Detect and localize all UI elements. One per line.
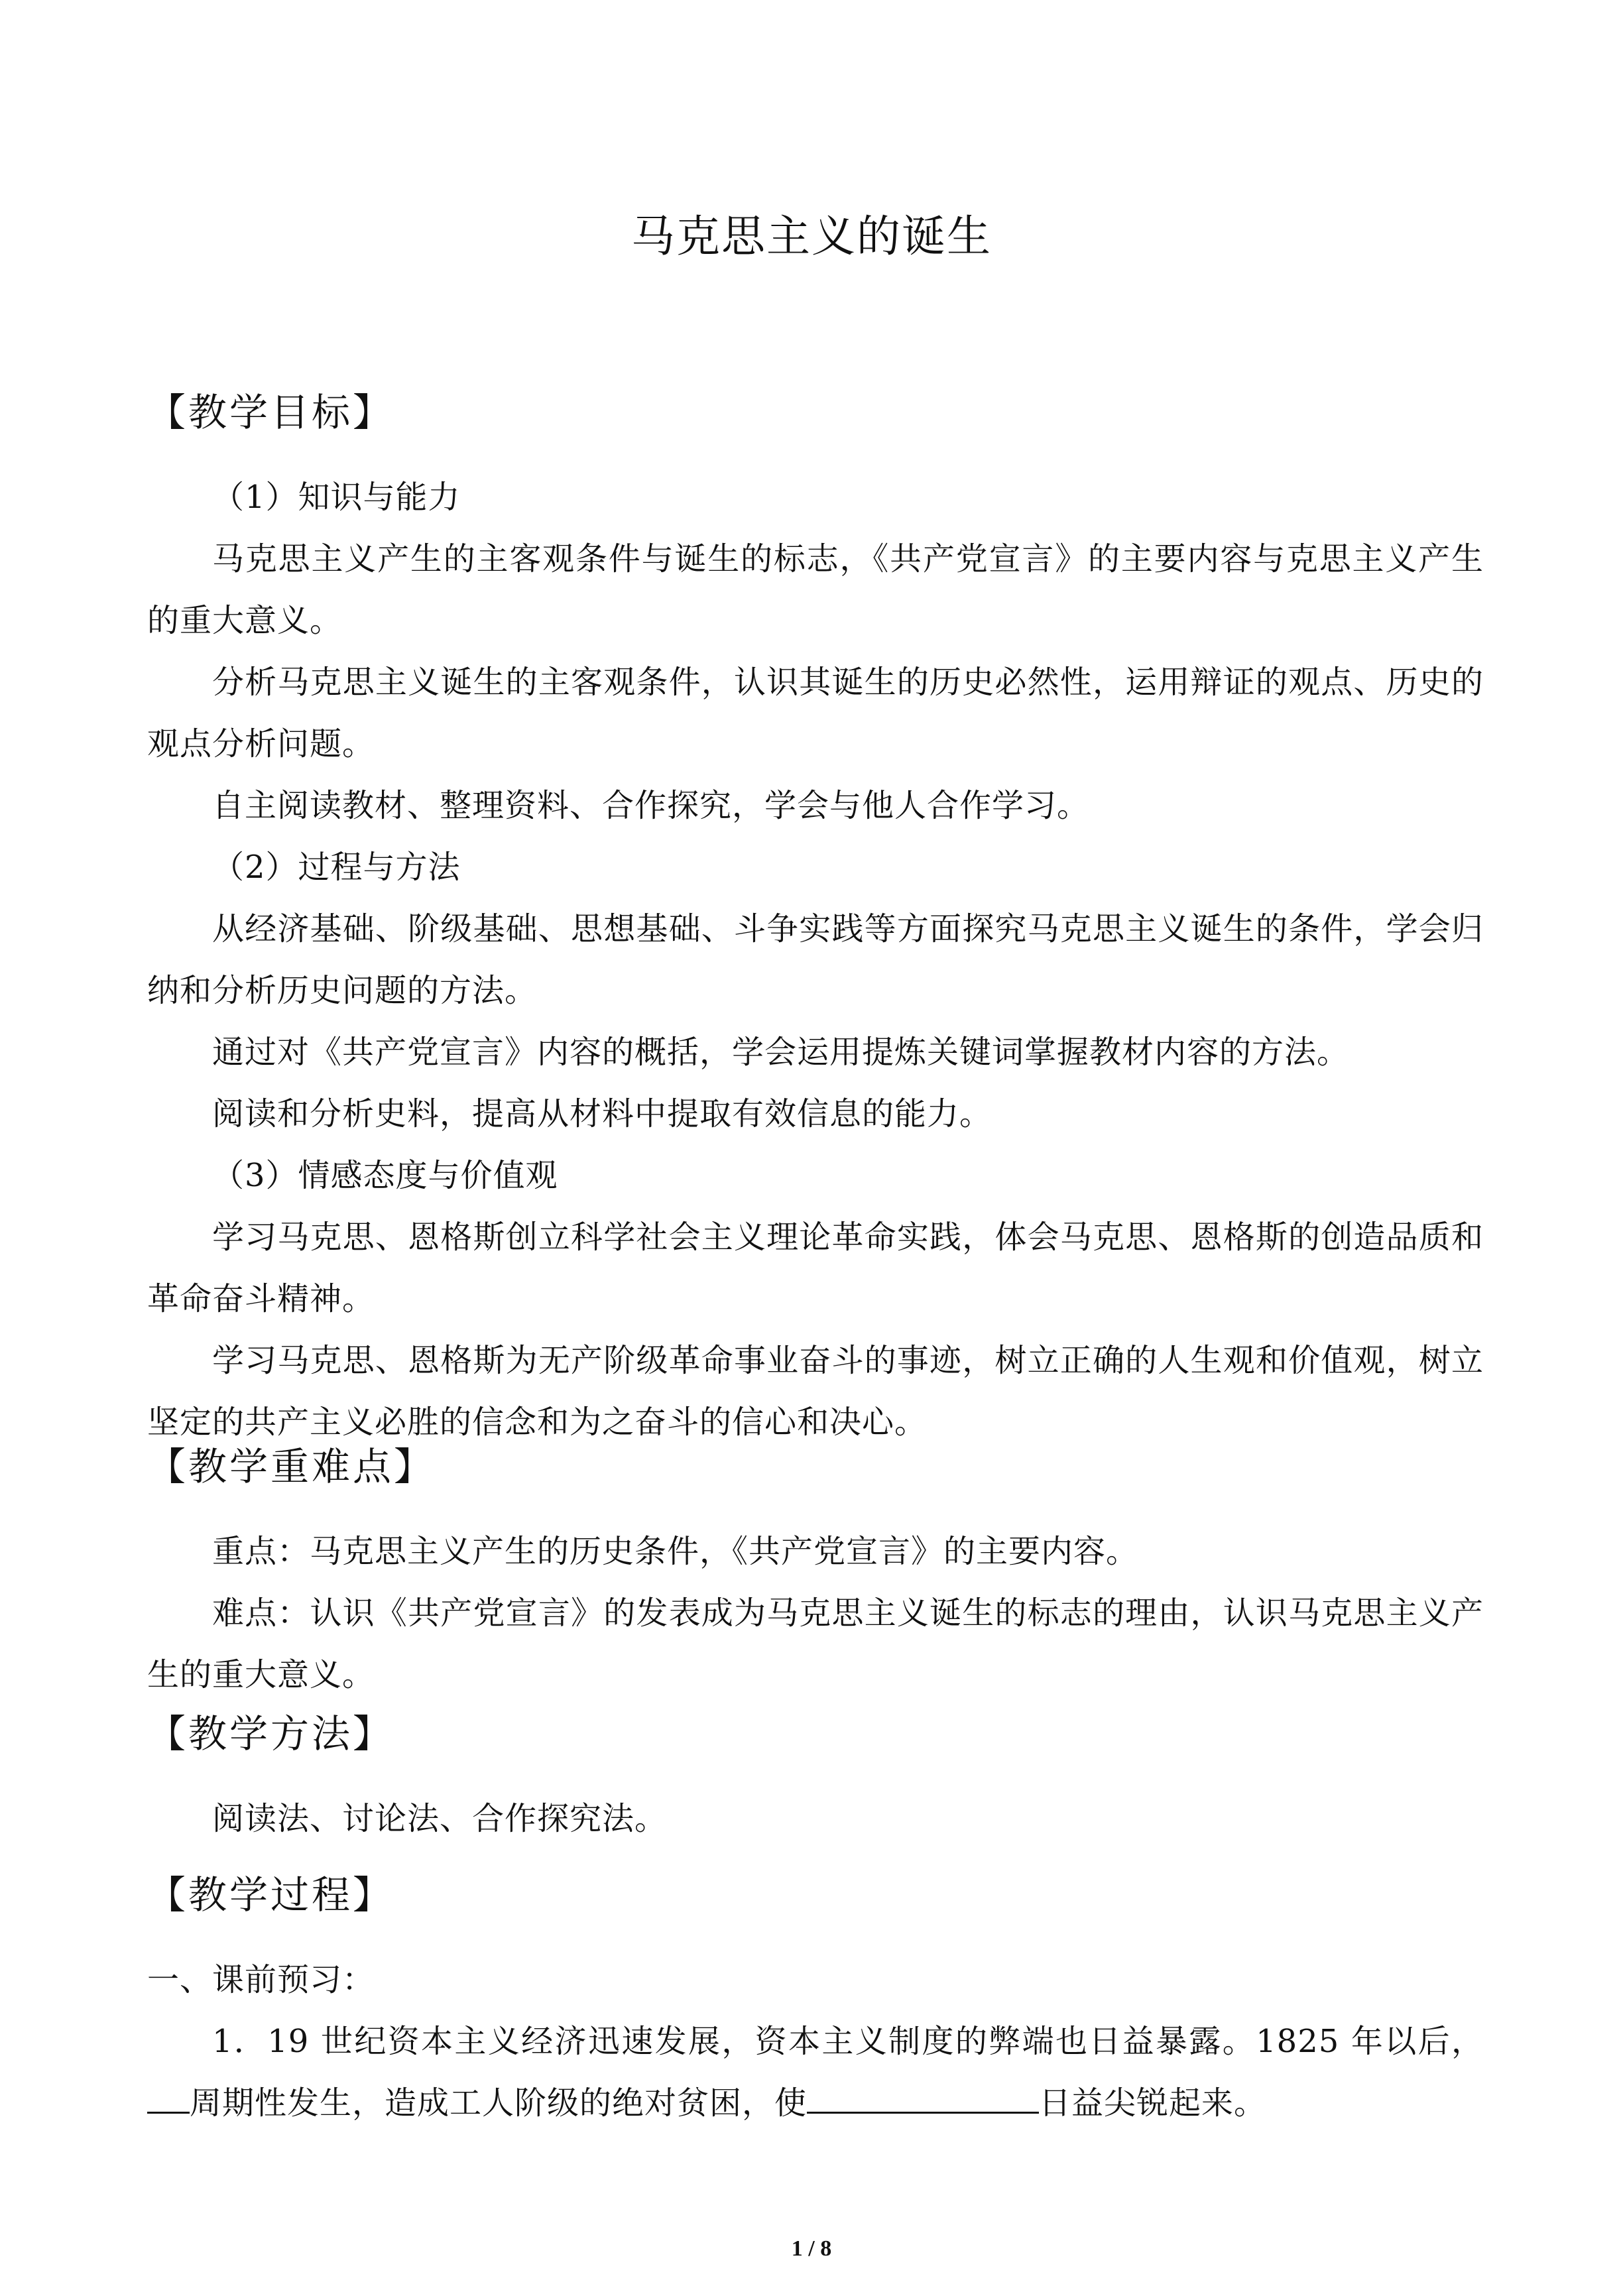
objective-paragraph-1: 马克思主义产生的主客观条件与诞生的标志，《共产党宣言》的主要内容与克思主义产生的重大意义。 bbox=[147, 540, 1484, 639]
objective-paragraph-8: 学习马克思、恩格斯为无产阶级革命事业奋斗的事迹，树立正确的人生观和价值观，树立坚定的共产主义必胜的信念和为之奋斗的信心和决心。 bbox=[147, 1342, 1484, 1441]
heading-objectives: 【教学目标】 bbox=[147, 390, 394, 435]
objective-paragraph-4: 从经济基础、阶级基础、思想基础、斗争实践等方面探究马克思主义诞生的条件，学会归纳和分析历史问题的方法。 bbox=[147, 910, 1484, 1009]
subheading-preview: 一、课前预习： bbox=[147, 1961, 375, 1998]
document-title: 马克思主义的诞生 bbox=[631, 211, 992, 262]
question-1-text-a: 1．19 世纪资本主义经济迅速发展，资本主义制度的弊端也日益暴露。1825 年以后， bbox=[212, 2023, 1484, 2060]
subheading-values: （3）情感态度与价值观 bbox=[212, 1157, 558, 1194]
objective-paragraph-6: 阅读和分析史料，提高从材料中提取有效信息的能力。 bbox=[212, 1095, 992, 1132]
methods-paragraph: 阅读法、讨论法、合作探究法。 bbox=[212, 1800, 668, 1837]
heading-key-points: 【教学重难点】 bbox=[147, 1444, 436, 1489]
difficult-point-paragraph: 难点：认识《共产党宣言》的发表成为马克思主义诞生的标志的理由，认识马克思主义产生的重大意义。 bbox=[147, 1595, 1484, 1693]
subheading-knowledge: （1）知识与能力 bbox=[212, 479, 461, 516]
objective-paragraph-3: 自主阅读教材、整理资料、合作探究，学会与他人合作学习。 bbox=[212, 787, 1090, 824]
question-1-text-c: 日益尖锐起来。 bbox=[1039, 2085, 1267, 2122]
question-1 bbox=[147, 2011, 1484, 2134]
heading-methods: 【教学方法】 bbox=[147, 1711, 394, 1756]
objective-paragraph-2: 分析马克思主义诞生的主客观条件，认识其诞生的历史必然性，运用辩证的观点、历史的观点分析问题。 bbox=[147, 664, 1484, 762]
question-1-text-b: 周期性发生，造成工人阶级的绝对贫困，使 bbox=[190, 2085, 808, 2122]
key-point-paragraph: 重点：马克思主义产生的历史条件，《共产党宣言》的主要内容。 bbox=[212, 1533, 1139, 1570]
heading-process: 【教学过程】 bbox=[147, 1872, 394, 1917]
answer-blank-2[interactable] bbox=[807, 2085, 1039, 2114]
page-number: 1 / 8 bbox=[791, 2236, 832, 2261]
objective-paragraph-7: 学习马克思、恩格斯创立科学社会主义理论革命实践，体会马克思、恩格斯的创造品质和革命奋斗精神。 bbox=[147, 1219, 1484, 1317]
answer-blank-1[interactable] bbox=[147, 2085, 190, 2114]
objective-paragraph-5: 通过对《共产党宣言》内容的概括，学会运用提炼关键词掌握教材内容的方法。 bbox=[212, 1034, 1350, 1071]
subheading-process-method: （2）过程与方法 bbox=[212, 849, 461, 886]
